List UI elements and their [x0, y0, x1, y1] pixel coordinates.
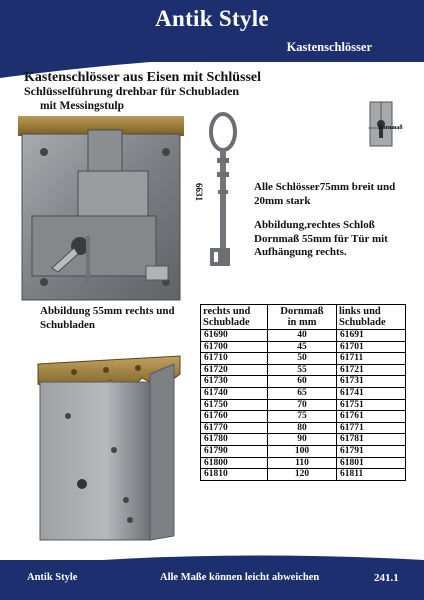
cell-right-drawer: 61780 [201, 434, 268, 446]
cell-dornmass: 50 [268, 353, 337, 365]
table-row [201, 353, 406, 365]
header-line: rechts und [203, 306, 251, 317]
table-row [201, 330, 406, 342]
cell-dornmass: 60 [268, 376, 337, 388]
intro-line-3: mit Messingstulp [40, 100, 125, 112]
cell-right-drawer: 61750 [201, 399, 268, 411]
cell-dornmass: 80 [268, 422, 337, 434]
key-image [206, 110, 240, 280]
footer-disclaimer: Alle Maße können leicht abweichen [160, 572, 320, 583]
cell-left-drawer: 61751 [337, 399, 406, 411]
intro-title: Kastenschlösser aus Eisen mit Schlüssel [24, 70, 261, 85]
cell-dornmass: 75 [268, 411, 337, 423]
header-line: Schublade [339, 317, 386, 328]
footer-brand: Antik Style [27, 572, 78, 583]
header-left-drawer [337, 305, 406, 330]
header-line: Schublade [203, 317, 250, 328]
cell-dornmass: 120 [268, 469, 337, 481]
cell-right-drawer: 61730 [201, 376, 268, 388]
dornmass-label: Dornmaß [378, 125, 403, 131]
article-table [200, 304, 406, 481]
header-dornmass [268, 305, 337, 330]
table-body [201, 330, 406, 481]
table-row [201, 434, 406, 446]
cell-right-drawer: 61790 [201, 445, 268, 457]
cell-left-drawer: 61711 [337, 353, 406, 365]
table-row [201, 387, 406, 399]
cell-right-drawer: 61770 [201, 422, 268, 434]
size-note: Alle Schlösser75mm breit und 20mm stark [254, 181, 396, 207]
cell-left-drawer: 61701 [337, 341, 406, 353]
cell-right-drawer: 61690 [201, 330, 268, 342]
header-right-drawer [201, 305, 268, 330]
cell-left-drawer: 61761 [337, 411, 406, 423]
cell-dornmass: 65 [268, 387, 337, 399]
cell-dornmass: 45 [268, 341, 337, 353]
cell-right-drawer: 61700 [201, 341, 268, 353]
table-row [201, 376, 406, 388]
table-row [201, 445, 406, 457]
cell-right-drawer: 61760 [201, 411, 268, 423]
cell-right-drawer: 61720 [201, 364, 268, 376]
cell-dornmass: 90 [268, 434, 337, 446]
cell-dornmass: 70 [268, 399, 337, 411]
cell-left-drawer: 61811 [337, 469, 406, 481]
brand-title: Antik Style [155, 6, 269, 31]
cell-left-drawer: 61791 [337, 445, 406, 457]
cell-right-drawer: 61710 [201, 353, 268, 365]
page-number: 241.1 [374, 572, 399, 584]
header-line: links und [339, 306, 381, 317]
cell-dornmass: 40 [268, 330, 337, 342]
cell-left-drawer: 61721 [337, 364, 406, 376]
cell-dornmass: 110 [268, 457, 337, 469]
figure-caption: Abbildung 55mm rechts und Schubladen [40, 305, 175, 331]
table-row [201, 469, 406, 481]
cell-left-drawer: 61741 [337, 387, 406, 399]
cell-left-drawer: 61771 [337, 422, 406, 434]
lock-brass-image [30, 350, 188, 546]
cell-right-drawer: 61800 [201, 457, 268, 469]
section-subtitle: Kastenschlösser [286, 40, 372, 54]
table-row [201, 411, 406, 423]
cell-left-drawer: 61801 [337, 457, 406, 469]
table-row [201, 364, 406, 376]
illustration-note: Abbildung,rechtes Schloß Dornmaß 55mm für Tür mit Aufhängung rechts. [254, 219, 388, 258]
cell-dornmass: 100 [268, 445, 337, 457]
key-number: 6631 [194, 183, 204, 201]
table-row [201, 457, 406, 469]
table-row [201, 341, 406, 353]
cell-left-drawer: 61781 [337, 434, 406, 446]
table-header-row [201, 305, 406, 330]
cell-left-drawer: 61731 [337, 376, 406, 388]
cell-right-drawer: 61810 [201, 469, 268, 481]
header-line: in mm [287, 317, 317, 328]
table-row [201, 399, 406, 411]
table-row [201, 422, 406, 434]
lock-box-image [18, 116, 184, 302]
cell-left-drawer: 61691 [337, 330, 406, 342]
header-line: Dornmaß [280, 306, 324, 317]
cell-right-drawer: 61740 [201, 387, 268, 399]
cell-dornmass: 55 [268, 364, 337, 376]
intro-line-2: Schlüsselführung drehbar für Schubladen [24, 84, 240, 98]
